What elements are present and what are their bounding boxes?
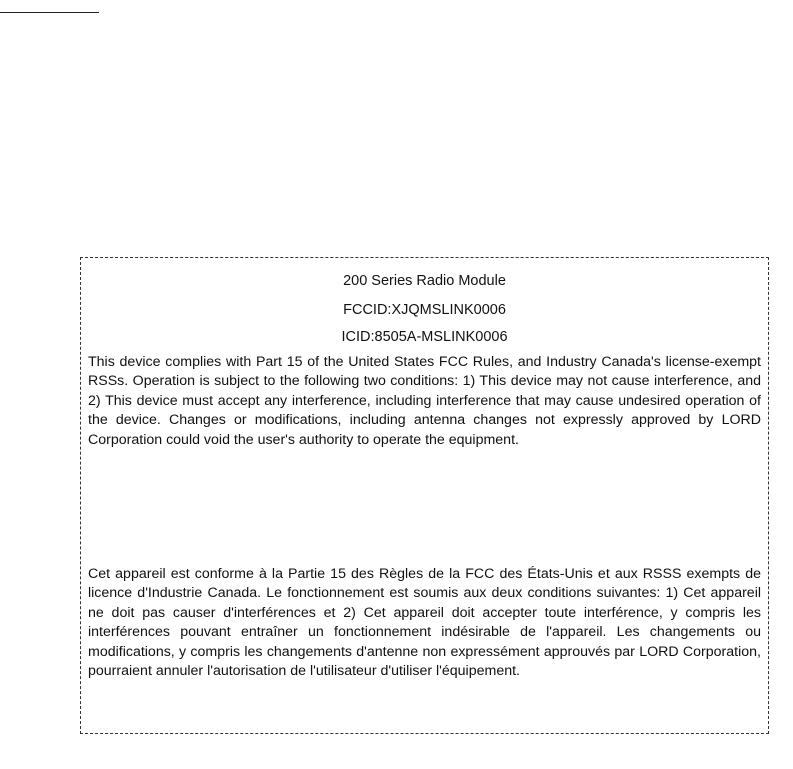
compliance-statement-english: This device complies with Part 15 of the United States FCC Rules, and Industry Canada's license-exempt RSSs. Operation is subject to the following two conditions: 1) This device may not cause interference, and 2) This device must accept any interference, including interference that may cause undesired operation of the device. Changes or modifications, including antenna changes not expressly approved by LORD Corporation could void the user's authority to operate the equipment. — [88, 354, 761, 448]
module-title: 200 Series Radio Module — [343, 273, 506, 289]
fcc-id: FCCID:XJQMSLINK0006 — [343, 302, 506, 318]
ic-id: ICID:8505A-MSLINK0006 — [341, 329, 508, 345]
regulatory-label-box — [80, 257, 769, 734]
top-horizontal-rule — [0, 12, 99, 13]
compliance-statement-french: Cet appareil est conforme à la Partie 15 des Règles de la FCC des États-Unis et aux RSSS exempts de licence d'Industrie Canada. Le fonctionnement est soumis aux deux conditions suivantes: 1) Cet appareil ne doit pas causer d'interférences et 2) Cet appareil doit accepter toute interférence, y compris les interférences pouvant entraîner un fonctionnement indésirable de l'appareil. Les changements ou modifications, y compris les changements d'antenne non expressément approuvés par LORD Corporation, pourraient annuler l'autorisation de l'utilisateur d'utiliser l'équipement. — [88, 566, 761, 680]
